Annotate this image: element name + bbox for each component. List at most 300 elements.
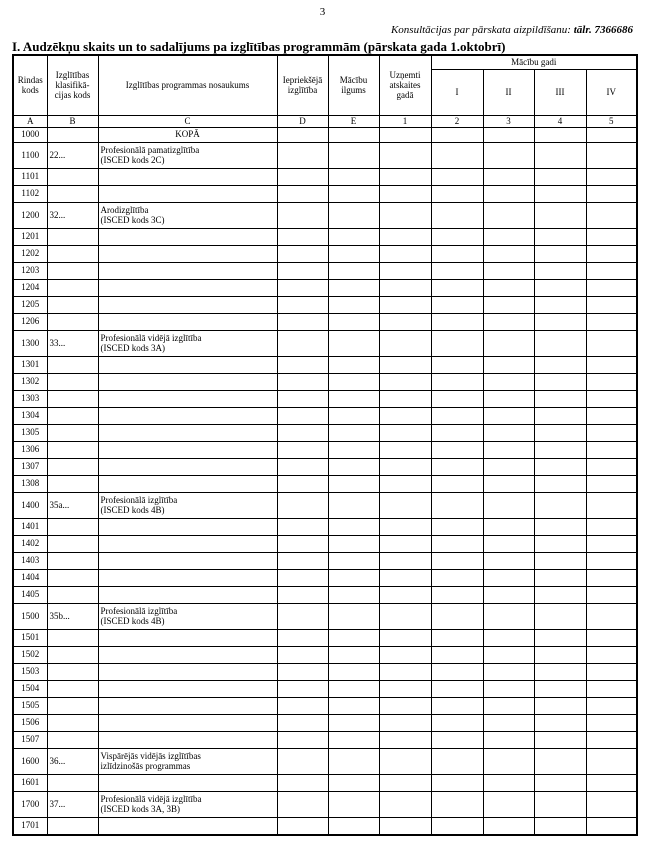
cell-2[interactable] (431, 629, 483, 646)
cell-b[interactable] (47, 127, 98, 142)
cell-2[interactable] (431, 390, 483, 407)
cell-e[interactable] (328, 748, 379, 774)
cell-d[interactable] (277, 629, 328, 646)
cell-4[interactable] (534, 407, 586, 424)
cell-2[interactable] (431, 313, 483, 330)
classification-code[interactable] (47, 356, 98, 373)
cell-4[interactable] (534, 245, 586, 262)
program-name[interactable] (98, 697, 277, 714)
cell-2[interactable] (431, 774, 483, 791)
program-name[interactable] (98, 390, 277, 407)
classification-code[interactable] (47, 279, 98, 296)
classification-code[interactable] (47, 407, 98, 424)
cell-1[interactable] (379, 142, 431, 168)
program-name[interactable] (98, 313, 277, 330)
program-name[interactable] (98, 714, 277, 731)
cell-e[interactable] (328, 127, 379, 142)
cell-3[interactable] (483, 586, 534, 603)
cell-d[interactable] (277, 228, 328, 245)
cell-2[interactable] (431, 407, 483, 424)
cell-5[interactable] (586, 245, 637, 262)
program-name[interactable] (98, 356, 277, 373)
program-name[interactable] (98, 441, 277, 458)
cell-5[interactable] (586, 202, 637, 228)
cell-e[interactable] (328, 518, 379, 535)
cell-3[interactable] (483, 748, 534, 774)
cell-5[interactable] (586, 697, 637, 714)
cell-e[interactable] (328, 279, 379, 296)
cell-1[interactable] (379, 817, 431, 835)
cell-5[interactable] (586, 279, 637, 296)
program-name[interactable] (98, 373, 277, 390)
cell-5[interactable] (586, 142, 637, 168)
cell-5[interactable] (586, 262, 637, 279)
cell-d[interactable] (277, 791, 328, 817)
cell-3[interactable] (483, 441, 534, 458)
cell-1[interactable] (379, 313, 431, 330)
program-name[interactable] (98, 458, 277, 475)
program-name[interactable] (98, 817, 277, 835)
cell-3[interactable] (483, 330, 534, 356)
cell-5[interactable] (586, 296, 637, 313)
cell-d[interactable] (277, 646, 328, 663)
cell-5[interactable] (586, 791, 637, 817)
program-name[interactable] (98, 629, 277, 646)
cell-2[interactable] (431, 228, 483, 245)
classification-code[interactable] (47, 262, 98, 279)
cell-1[interactable] (379, 586, 431, 603)
cell-1[interactable] (379, 475, 431, 492)
program-name[interactable] (98, 569, 277, 586)
cell-2[interactable] (431, 356, 483, 373)
cell-2[interactable] (431, 748, 483, 774)
cell-2[interactable] (431, 424, 483, 441)
cell-4[interactable] (534, 552, 586, 569)
cell-5[interactable] (586, 313, 637, 330)
cell-3[interactable] (483, 535, 534, 552)
program-name[interactable] (98, 663, 277, 680)
program-name[interactable] (98, 518, 277, 535)
cell-e[interactable] (328, 680, 379, 697)
cell-4[interactable] (534, 356, 586, 373)
cell-4[interactable] (534, 586, 586, 603)
cell-5[interactable] (586, 168, 637, 185)
cell-5[interactable] (586, 731, 637, 748)
cell-d[interactable] (277, 245, 328, 262)
cell-1[interactable] (379, 569, 431, 586)
cell-4[interactable] (534, 731, 586, 748)
cell-5[interactable] (586, 424, 637, 441)
cell-4[interactable] (534, 296, 586, 313)
cell-1[interactable] (379, 424, 431, 441)
cell-2[interactable] (431, 458, 483, 475)
cell-1[interactable] (379, 202, 431, 228)
cell-2[interactable] (431, 330, 483, 356)
program-name[interactable] (98, 646, 277, 663)
cell-2[interactable] (431, 185, 483, 202)
cell-1[interactable] (379, 407, 431, 424)
cell-d[interactable] (277, 774, 328, 791)
cell-3[interactable] (483, 646, 534, 663)
cell-2[interactable] (431, 697, 483, 714)
cell-2[interactable] (431, 731, 483, 748)
cell-2[interactable] (431, 202, 483, 228)
cell-e[interactable] (328, 168, 379, 185)
cell-3[interactable] (483, 127, 534, 142)
cell-e[interactable] (328, 586, 379, 603)
cell-2[interactable] (431, 552, 483, 569)
classification-code[interactable] (47, 663, 98, 680)
cell-d[interactable] (277, 168, 328, 185)
cell-4[interactable] (534, 791, 586, 817)
cell-e[interactable] (328, 330, 379, 356)
cell-d[interactable] (277, 390, 328, 407)
cell-5[interactable] (586, 535, 637, 552)
cell-1[interactable] (379, 245, 431, 262)
classification-code[interactable] (47, 373, 98, 390)
cell-5[interactable] (586, 407, 637, 424)
cell-1[interactable] (379, 262, 431, 279)
cell-d[interactable] (277, 356, 328, 373)
cell-5[interactable] (586, 228, 637, 245)
cell-2[interactable] (431, 646, 483, 663)
classification-code[interactable] (47, 458, 98, 475)
classification-code[interactable] (47, 228, 98, 245)
cell-5[interactable] (586, 356, 637, 373)
cell-2[interactable] (431, 373, 483, 390)
cell-d[interactable] (277, 535, 328, 552)
cell-e[interactable] (328, 262, 379, 279)
cell-2[interactable] (431, 127, 483, 142)
cell-1[interactable] (379, 373, 431, 390)
cell-3[interactable] (483, 569, 534, 586)
program-name[interactable] (98, 168, 277, 185)
cell-5[interactable] (586, 629, 637, 646)
cell-3[interactable] (483, 228, 534, 245)
cell-e[interactable] (328, 663, 379, 680)
cell-3[interactable] (483, 518, 534, 535)
cell-d[interactable] (277, 697, 328, 714)
cell-d[interactable] (277, 492, 328, 518)
cell-5[interactable] (586, 603, 637, 629)
cell-3[interactable] (483, 552, 534, 569)
cell-3[interactable] (483, 791, 534, 817)
cell-4[interactable] (534, 228, 586, 245)
program-name[interactable] (98, 424, 277, 441)
cell-3[interactable] (483, 492, 534, 518)
cell-2[interactable] (431, 279, 483, 296)
cell-1[interactable] (379, 603, 431, 629)
cell-3[interactable] (483, 373, 534, 390)
cell-1[interactable] (379, 492, 431, 518)
cell-2[interactable] (431, 142, 483, 168)
cell-d[interactable] (277, 441, 328, 458)
cell-5[interactable] (586, 680, 637, 697)
cell-1[interactable] (379, 168, 431, 185)
cell-d[interactable] (277, 313, 328, 330)
cell-4[interactable] (534, 313, 586, 330)
classification-code[interactable] (47, 441, 98, 458)
classification-code[interactable] (47, 390, 98, 407)
cell-1[interactable] (379, 552, 431, 569)
cell-d[interactable] (277, 373, 328, 390)
classification-code[interactable] (47, 714, 98, 731)
cell-d[interactable] (277, 424, 328, 441)
program-name[interactable] (98, 228, 277, 245)
cell-3[interactable] (483, 245, 534, 262)
cell-2[interactable] (431, 441, 483, 458)
cell-5[interactable] (586, 518, 637, 535)
cell-3[interactable] (483, 731, 534, 748)
cell-5[interactable] (586, 390, 637, 407)
cell-e[interactable] (328, 373, 379, 390)
cell-4[interactable] (534, 142, 586, 168)
cell-4[interactable] (534, 603, 586, 629)
classification-code[interactable] (47, 817, 98, 835)
cell-e[interactable] (328, 441, 379, 458)
cell-4[interactable] (534, 262, 586, 279)
cell-d[interactable] (277, 586, 328, 603)
cell-3[interactable] (483, 629, 534, 646)
cell-4[interactable] (534, 373, 586, 390)
program-name[interactable] (98, 552, 277, 569)
program-name[interactable] (98, 245, 277, 262)
program-name[interactable] (98, 296, 277, 313)
classification-code[interactable] (47, 168, 98, 185)
cell-d[interactable] (277, 569, 328, 586)
cell-d[interactable] (277, 663, 328, 680)
cell-5[interactable] (586, 127, 637, 142)
classification-code[interactable] (47, 245, 98, 262)
cell-3[interactable] (483, 356, 534, 373)
cell-2[interactable] (431, 663, 483, 680)
cell-5[interactable] (586, 663, 637, 680)
cell-d[interactable] (277, 603, 328, 629)
classification-code[interactable] (47, 552, 98, 569)
cell-5[interactable] (586, 458, 637, 475)
cell-e[interactable] (328, 697, 379, 714)
cell-1[interactable] (379, 279, 431, 296)
cell-4[interactable] (534, 680, 586, 697)
cell-d[interactable] (277, 714, 328, 731)
cell-e[interactable] (328, 552, 379, 569)
cell-5[interactable] (586, 185, 637, 202)
cell-4[interactable] (534, 458, 586, 475)
cell-1[interactable] (379, 296, 431, 313)
cell-e[interactable] (328, 629, 379, 646)
cell-4[interactable] (534, 646, 586, 663)
cell-1[interactable] (379, 629, 431, 646)
cell-3[interactable] (483, 313, 534, 330)
cell-4[interactable] (534, 535, 586, 552)
cell-4[interactable] (534, 185, 586, 202)
cell-d[interactable] (277, 185, 328, 202)
cell-e[interactable] (328, 569, 379, 586)
cell-5[interactable] (586, 373, 637, 390)
classification-code[interactable] (47, 313, 98, 330)
cell-3[interactable] (483, 262, 534, 279)
cell-5[interactable] (586, 748, 637, 774)
cell-d[interactable] (277, 680, 328, 697)
cell-2[interactable] (431, 245, 483, 262)
cell-1[interactable] (379, 680, 431, 697)
program-name[interactable] (98, 680, 277, 697)
cell-2[interactable] (431, 262, 483, 279)
cell-4[interactable] (534, 569, 586, 586)
program-name[interactable] (98, 262, 277, 279)
program-name[interactable] (98, 279, 277, 296)
cell-1[interactable] (379, 731, 431, 748)
cell-e[interactable] (328, 185, 379, 202)
cell-3[interactable] (483, 603, 534, 629)
cell-3[interactable] (483, 774, 534, 791)
classification-code[interactable] (47, 646, 98, 663)
cell-d[interactable] (277, 279, 328, 296)
cell-d[interactable] (277, 731, 328, 748)
cell-d[interactable] (277, 552, 328, 569)
cell-d[interactable] (277, 748, 328, 774)
cell-e[interactable] (328, 714, 379, 731)
cell-1[interactable] (379, 228, 431, 245)
cell-3[interactable] (483, 390, 534, 407)
program-name[interactable] (98, 475, 277, 492)
cell-2[interactable] (431, 586, 483, 603)
cell-e[interactable] (328, 646, 379, 663)
cell-3[interactable] (483, 663, 534, 680)
cell-1[interactable] (379, 390, 431, 407)
cell-2[interactable] (431, 475, 483, 492)
classification-code[interactable] (47, 731, 98, 748)
classification-code[interactable] (47, 774, 98, 791)
cell-2[interactable] (431, 817, 483, 835)
cell-d[interactable] (277, 458, 328, 475)
cell-3[interactable] (483, 407, 534, 424)
classification-code[interactable] (47, 296, 98, 313)
cell-5[interactable] (586, 330, 637, 356)
cell-d[interactable] (277, 202, 328, 228)
cell-4[interactable] (534, 714, 586, 731)
program-name[interactable] (98, 185, 277, 202)
program-name[interactable] (98, 535, 277, 552)
cell-1[interactable] (379, 185, 431, 202)
classification-code[interactable] (47, 569, 98, 586)
cell-2[interactable] (431, 680, 483, 697)
cell-e[interactable] (328, 407, 379, 424)
cell-2[interactable] (431, 518, 483, 535)
cell-e[interactable] (328, 356, 379, 373)
classification-code[interactable] (47, 680, 98, 697)
cell-1[interactable] (379, 791, 431, 817)
cell-4[interactable] (534, 697, 586, 714)
cell-4[interactable] (534, 441, 586, 458)
classification-code[interactable] (47, 586, 98, 603)
cell-3[interactable] (483, 697, 534, 714)
cell-3[interactable] (483, 424, 534, 441)
classification-code[interactable] (47, 518, 98, 535)
cell-2[interactable] (431, 714, 483, 731)
cell-4[interactable] (534, 202, 586, 228)
program-name[interactable] (98, 774, 277, 791)
cell-3[interactable] (483, 817, 534, 835)
cell-d[interactable] (277, 475, 328, 492)
cell-1[interactable] (379, 774, 431, 791)
cell-4[interactable] (534, 774, 586, 791)
cell-e[interactable] (328, 228, 379, 245)
cell-3[interactable] (483, 680, 534, 697)
cell-5[interactable] (586, 552, 637, 569)
classification-code[interactable] (47, 535, 98, 552)
cell-d[interactable] (277, 518, 328, 535)
cell-2[interactable] (431, 603, 483, 629)
cell-3[interactable] (483, 168, 534, 185)
cell-d[interactable] (277, 262, 328, 279)
cell-5[interactable] (586, 475, 637, 492)
cell-4[interactable] (534, 492, 586, 518)
classification-code[interactable] (47, 424, 98, 441)
classification-code[interactable] (47, 697, 98, 714)
cell-e[interactable] (328, 475, 379, 492)
cell-e[interactable] (328, 535, 379, 552)
cell-e[interactable] (328, 202, 379, 228)
cell-1[interactable] (379, 663, 431, 680)
cell-5[interactable] (586, 492, 637, 518)
cell-e[interactable] (328, 142, 379, 168)
cell-4[interactable] (534, 330, 586, 356)
cell-1[interactable] (379, 330, 431, 356)
cell-e[interactable] (328, 458, 379, 475)
cell-e[interactable] (328, 492, 379, 518)
classification-code[interactable] (47, 629, 98, 646)
cell-1[interactable] (379, 714, 431, 731)
cell-3[interactable] (483, 142, 534, 168)
cell-3[interactable] (483, 185, 534, 202)
cell-2[interactable] (431, 492, 483, 518)
cell-3[interactable] (483, 279, 534, 296)
cell-5[interactable] (586, 646, 637, 663)
cell-e[interactable] (328, 245, 379, 262)
cell-5[interactable] (586, 714, 637, 731)
cell-4[interactable] (534, 748, 586, 774)
cell-4[interactable] (534, 475, 586, 492)
cell-e[interactable] (328, 774, 379, 791)
cell-3[interactable] (483, 458, 534, 475)
cell-2[interactable] (431, 168, 483, 185)
cell-1[interactable] (379, 646, 431, 663)
cell-4[interactable] (534, 518, 586, 535)
program-name[interactable] (98, 407, 277, 424)
cell-2[interactable] (431, 569, 483, 586)
cell-2[interactable] (431, 535, 483, 552)
classification-code[interactable] (47, 475, 98, 492)
cell-e[interactable] (328, 296, 379, 313)
cell-e[interactable] (328, 791, 379, 817)
cell-d[interactable] (277, 817, 328, 835)
cell-4[interactable] (534, 629, 586, 646)
cell-2[interactable] (431, 296, 483, 313)
cell-5[interactable] (586, 586, 637, 603)
cell-e[interactable] (328, 603, 379, 629)
cell-3[interactable] (483, 714, 534, 731)
cell-e[interactable] (328, 424, 379, 441)
cell-5[interactable] (586, 774, 637, 791)
cell-4[interactable] (534, 168, 586, 185)
cell-e[interactable] (328, 731, 379, 748)
cell-3[interactable] (483, 296, 534, 313)
program-name[interactable] (98, 586, 277, 603)
cell-e[interactable] (328, 817, 379, 835)
cell-5[interactable] (586, 569, 637, 586)
cell-d[interactable] (277, 407, 328, 424)
